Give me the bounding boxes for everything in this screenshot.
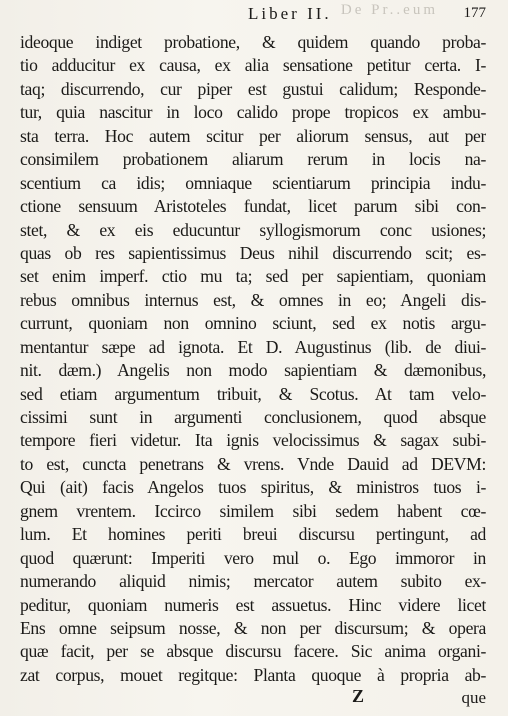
text-line: rebus omnibus internus est, & omnes in eo; Angeli dis- xyxy=(20,289,486,310)
text-line: Qui (ait) facis Angelos tuos spiritus, & ministros tuos i- xyxy=(20,477,486,498)
text-line: taq; discurrendo, cur piper est gustui calidum; Responde- xyxy=(20,78,486,99)
text-line: Ens omne seipsum nosse, & non per discursum; & opera xyxy=(20,617,486,638)
text-line: tio adducitur ex causa, ex alia sensatione petitur certa. I- xyxy=(20,55,486,76)
text-line: quod quærunt: Imperiti vero mul o. Ego immoror in xyxy=(20,547,486,568)
text-line: ctione sensuum Aristoteles fundat, licet parum sibi con- xyxy=(20,196,486,217)
text-line: quas ob res sapientissimus Deus nihil discurrendo scit; es- xyxy=(20,242,486,263)
text-line: tur, quia nascitur in loco calido prope tropicos ex ambu- xyxy=(20,102,486,123)
text-line: sta terra. Hoc autem scitur per aliorum sensus, aut per xyxy=(20,125,486,146)
text-line: peditur, quoniam numeris est assuetus. Hinc videre licet xyxy=(20,594,486,615)
text-line: cissimi sunt in argumenti conclusionem, quod absque xyxy=(20,407,486,427)
text-line: sed etiam argumentum tribuit, & Scotus. At tam velo- xyxy=(20,383,486,404)
catchword: que xyxy=(461,688,486,707)
body-text xyxy=(20,31,486,687)
text-line: ideoque indiget probatione, & quidem quando proba- xyxy=(20,32,486,52)
page-footer xyxy=(0,686,508,710)
text-line: numerando aliquid nimis; mercator autem subito ex- xyxy=(20,571,486,592)
text-line: zat corpus, mouet regitque: Planta quoque à propria ab- xyxy=(20,664,486,685)
text-line: gnem vrentem. Iccirco similem sibi sedem habent cœ- xyxy=(20,500,486,521)
page-number: 177 xyxy=(463,5,486,21)
text-line: lum. Et homines periti breui discursu pertingunt, ad xyxy=(20,524,486,545)
text-line: set enim imperf. ctio mu ta; sed per sapientiam, quoniam xyxy=(20,266,486,287)
text-line: tempore fieri videtur. Ita ignis velocissimus & sagax subi- xyxy=(20,430,486,451)
show-through-text: De Pr..eum xyxy=(340,2,438,18)
text-line: currunt, quoniam non omnino sciunt, sed ex notis argu- xyxy=(20,313,486,334)
text-line: consimilem probationem aliarum rerum in locis na- xyxy=(20,149,486,170)
text-line: quæ facit, per se absque discursu facere. Sic anima organi- xyxy=(20,641,486,662)
text-line: mentantur sæpe ad ignota. Et D. Augustinus (lib. de diui- xyxy=(20,336,486,357)
running-title: Liber II. xyxy=(248,4,332,23)
text-line: stet, & ex eis educuntur syllogismorum conc usiones; xyxy=(20,219,486,240)
text-line: nit. dæm.) Angelis non modo sapientiam & dæmonibus, xyxy=(20,360,486,381)
signature-mark: Z xyxy=(352,686,365,706)
text-line: scentium ca idis; omniaque scientiarum principia indu- xyxy=(20,172,486,193)
text-line: to est, cuncta penetrans & vrens. Vnde Dauid ad DEVM: xyxy=(20,453,486,474)
running-head xyxy=(0,4,508,24)
